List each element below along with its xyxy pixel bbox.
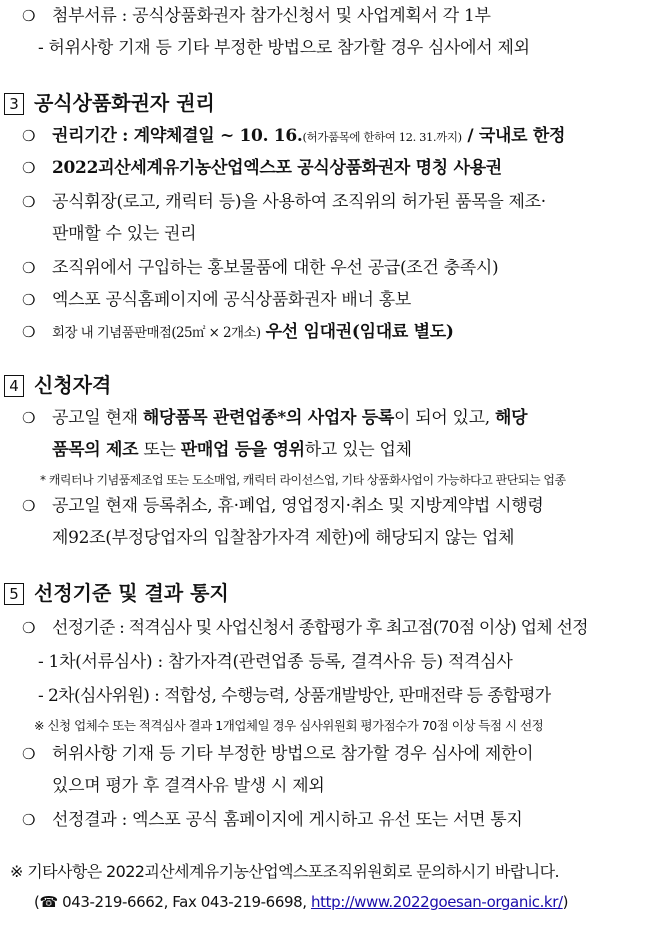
circle-bullet-icon: ❍	[22, 619, 35, 637]
expo-website-link[interactable]: http://www.2022goesan-organic.kr/	[311, 893, 563, 911]
title-right-line: ❍ 2022괴산세계유기농산업엑스포 공식상품화권자 명칭 사용권	[22, 158, 502, 178]
circle-bullet-icon: ❍	[22, 409, 36, 427]
false-info-line-1: ❍ 허위사항 기재 등 기타 부정한 방법으로 참가할 경우 심사에 제한이	[22, 744, 534, 764]
section-3-number: 3	[4, 93, 24, 115]
qualification-line-1: ❍ 공고일 현재 해당품목 관련업종*의 사업자 등록이 되어 있고, 해당	[22, 408, 528, 428]
attachment-label: 첨부서류 :	[52, 6, 128, 26]
attachment-text: 공식상품화권자 참가신청서 및 사업계획서 각 1부	[132, 6, 491, 26]
circle-bullet-icon: ❍	[22, 159, 36, 177]
phone-fax: (☎ 043-219-6662, Fax 043-219-6698,	[34, 893, 307, 911]
qualification-line-2: 품목의 제조 또는 판매업 등을 영위하고 있는 업체	[52, 440, 412, 460]
single-applicant-note: ※ 신청 업체수 또는 적격심사 결과 1개업체일 경우 심사위원회 평가점수가 70점 이상 득점 시 선정	[34, 718, 544, 733]
section-5-number: 5	[4, 583, 24, 605]
banner-promo-line: ❍ 엑스포 공식홈페이지에 공식상품화권자 배너 홍보	[22, 290, 411, 310]
circle-bullet-icon: ❍	[22, 259, 36, 277]
circle-bullet-icon: ❍	[22, 811, 36, 829]
rights-period-line: ❍ 권리기간 : 계약체결일 ~ 10. 16.(허가품목에 한하여 12. 31.까지) / 국내로 한정	[22, 126, 566, 146]
section-5-title: 선정기준 및 결과 통지	[34, 581, 229, 605]
section-3-heading	[4, 90, 215, 116]
contact-line: ※ 기타사항은 2022괴산세계유기농산업엑스포조직위원회로 문의하시기 바랍니다.	[10, 862, 559, 881]
circle-bullet-icon: ❍	[22, 193, 36, 211]
selection-criteria-line: ❍ 선정기준 : 적격심사 및 사업신청서 종합평가 후 최고점(70점 이상) 업체 선정	[22, 618, 588, 638]
store-lease-line: ❍ 회장 내 기념품판매점(25㎡ × 2개소) 우선 임대권(임대료 별도)	[22, 322, 454, 342]
circle-bullet-icon: ❍	[22, 7, 36, 25]
promo-supply-line: ❍ 조직위에서 구입하는 홍보물품에 대한 우선 공급(조건 충족시)	[22, 258, 499, 278]
qualification-exclusion-line-2: 제92조(부정당업자의 입찰참가자격 제한)에 해당되지 않는 업체	[52, 528, 515, 548]
circle-bullet-icon: ❍	[22, 291, 36, 309]
circle-bullet-icon: ❍	[22, 127, 36, 145]
qualification-exclusion-line-1: ❍ 공고일 현재 등록취소, 휴·폐업, 영업정지·취소 및 지방계약법 시행령	[22, 496, 544, 516]
circle-bullet-icon: ❍	[22, 323, 36, 341]
section-4-title: 신청자격	[34, 373, 112, 397]
circle-bullet-icon: ❍	[22, 745, 36, 763]
attachment-line	[22, 4, 646, 28]
round-2-line: - 2차(심사위원) : 적합성, 수행능력, 상품개발방안, 판매전략 등 종합평가	[38, 686, 551, 706]
industry-note: * 캐릭터나 기념품제조업 또는 도소매업, 캐릭터 라이선스업, 기타 상품화사업이 가능하다고 판단되는 업종	[40, 473, 566, 487]
section-3-title: 공식상품화권자 권리	[34, 91, 215, 115]
period-note: (허가품목에 한하여 12. 31.까지)	[302, 130, 462, 144]
contact-details-line: (☎ 043-219-6662, Fax 043-219-6698, http://www.2022goesan-organic.kr/)	[34, 893, 569, 911]
emblem-line-2: 판매할 수 있는 권리	[52, 224, 197, 244]
circle-bullet-icon: ❍	[22, 497, 36, 515]
selection-result-line: ❍ 선정결과 : 엑스포 공식 홈페이지에 게시하고 유선 또는 서면 통지	[22, 810, 523, 830]
round-1-line: - 1차(서류심사) : 참가자격(관련업종 등록, 결격사유 등) 적격심사	[38, 652, 513, 672]
section-4-heading	[4, 372, 111, 398]
emblem-line-1: ❍ 공식휘장(로고, 캐릭터 등)을 사용하여 조직위의 허가된 품목을 제조·	[22, 192, 546, 212]
false-info-line-2: 있으며 평가 후 결격사유 발생 시 제외	[52, 776, 325, 796]
section-4-number: 4	[4, 375, 24, 397]
false-info-exclusion: - 허위사항 기재 등 기타 부정한 방법으로 참가할 경우 심사에서 제외	[38, 38, 530, 58]
section-5-heading	[4, 580, 229, 606]
